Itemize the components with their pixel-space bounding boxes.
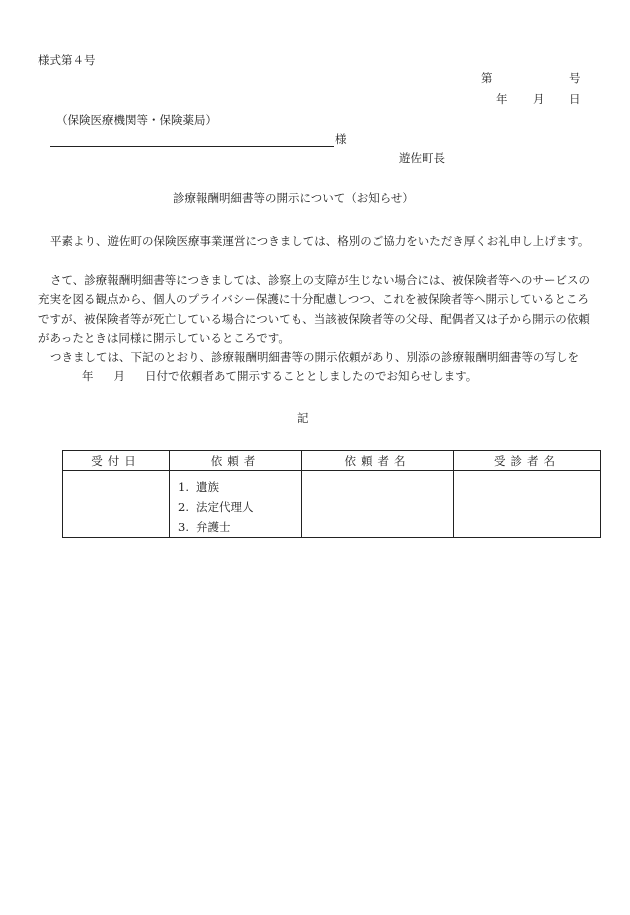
body-paragraph-2: さて、診療報酬明細書等につきましては、診察上の支障が生じない場合には、被保険者等へのサービスの充実を図る観点から、個人のプライバシー保護に十分配慮しつつ、これを被保険者等へ開示しているところですが、被保険者等が死亡している場合についても、当該被保険者等の父母、配偶者又は子から開示の依頼があったときは同様に開示しているところです。 [38, 273, 591, 345]
date-year: 年 [496, 92, 508, 106]
requester-option-legal-representative[interactable]: 2. 法定代理人 [178, 500, 254, 514]
header-requester: 依頼者 [170, 451, 302, 471]
cell-reception-date[interactable] [63, 471, 170, 538]
body-paragraph-3-a: つきましては、下記のとおり、診療報酬明細書等の開示依頼があり、別添の診療報酬明細書等の写しを [50, 350, 579, 364]
body-paragraph-3-b: 日付で依頼者あて開示することとしましたのでお知らせします。 [145, 369, 478, 384]
sender: 遊佐町長 [399, 151, 445, 165]
cell-patient-name[interactable] [454, 471, 601, 538]
cell-requester-name[interactable] [302, 471, 454, 538]
body-paragraph-3 [38, 348, 594, 387]
table-row [63, 471, 601, 538]
table-header-row [63, 451, 601, 471]
date-month: 月 [533, 92, 545, 106]
cell-requester [170, 471, 302, 538]
document-title: 診療報酬明細書等の開示について（お知らせ） [173, 191, 414, 205]
requester-option-bereaved[interactable]: 1. 遺族 [178, 480, 219, 494]
form-number: 様式第４号 [38, 53, 96, 67]
header-reception-date: 受付日 [63, 451, 170, 471]
requester-option-lawyer[interactable]: 3. 弁護士 [178, 520, 231, 534]
ki-heading: 記 [297, 411, 309, 425]
recipient-honorific: 様 [335, 132, 347, 146]
doc-number-prefix: 第 [481, 71, 493, 85]
recipient-org: （保険医療機関等・保険薬局） [56, 113, 217, 127]
header-patient-name: 受診者名 [454, 451, 601, 471]
recipient-name-line [50, 146, 334, 147]
header-requester-name: 依頼者名 [302, 451, 454, 471]
requester-options [178, 477, 301, 537]
body-paragraph-3-month: 月 [113, 369, 125, 384]
body-paragraph-1: 平素より、遊佐町の保険医療事業運営につきましては、格別のご協力をいただき厚くお礼申し上げます。 [50, 234, 590, 248]
doc-number-suffix: 号 [569, 71, 581, 85]
body-paragraph-3-year: 年 [82, 369, 94, 384]
date-day: 日 [569, 92, 581, 106]
request-table [62, 450, 601, 538]
